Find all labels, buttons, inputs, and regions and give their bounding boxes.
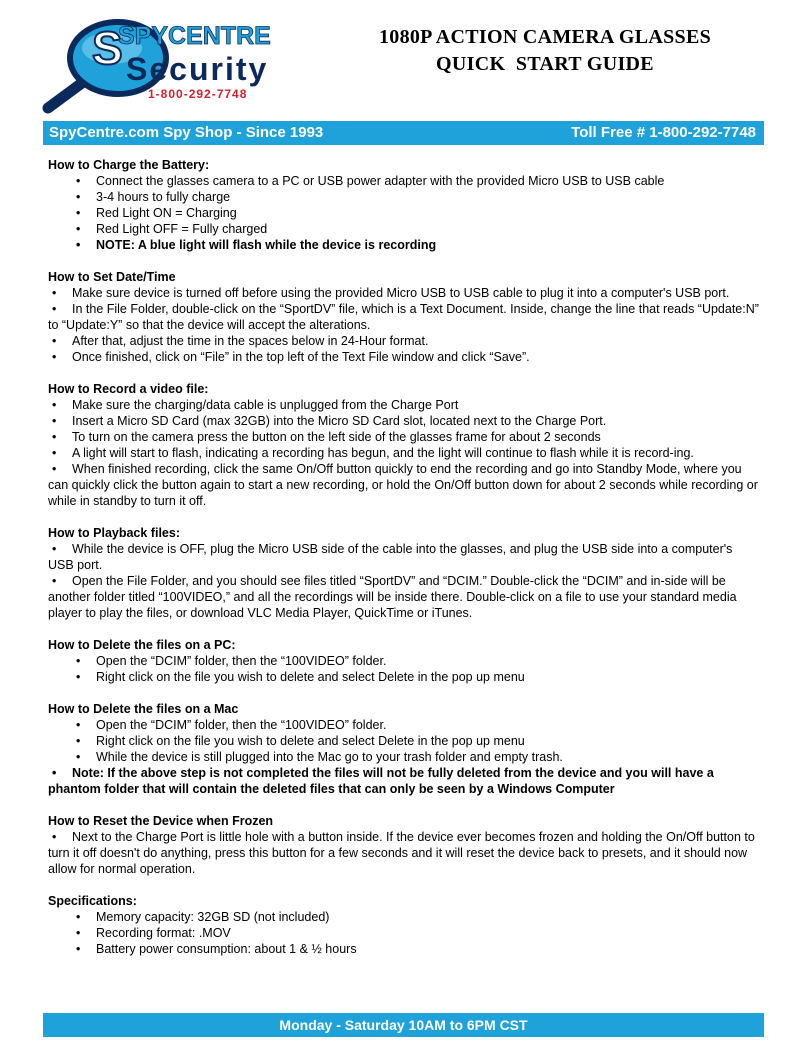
- section-reset: [48, 813, 760, 877]
- list-item: • When finished recording, click the same On/Off button quickly to end the recording and go into Standby Mode, where you can quickly click the button again to start a new recording, or hold the On/Off button down for about 2 seconds while recording or while in standby to turn it off.: [24, 461, 760, 509]
- list-item: • Next to the Charge Port is little hole with a button inside. If the device ever becomes frozen and holding the On/Off button to turn it off doesn't do anything, press this button for a few seconds and it will reset the device back to presets, and it should now allow for normal operation.: [24, 829, 760, 877]
- list-item: • Memory capacity: 32GB SD (not included): [48, 909, 760, 925]
- logo-brand-top: SPYCENTRE: [118, 22, 271, 50]
- list-item: • Make sure the charging/data cable is unplugged from the Charge Port: [24, 397, 760, 413]
- list-item: • Once finished, click on “File” in the top left of the Text File window and click “Save”.: [24, 349, 760, 365]
- list-item: • Open the “DCIM” folder, then the “100VIDEO” folder.: [48, 717, 760, 733]
- business-hours: Monday - Saturday 10AM to 6PM CST: [279, 1017, 528, 1033]
- section-playback: [48, 525, 760, 621]
- section-specs: [48, 893, 760, 957]
- list-item: • NOTE: A blue light will flash while the device is recording: [48, 237, 760, 253]
- list-item: • Open the “DCIM” folder, then the “100VIDEO” folder.: [48, 653, 760, 669]
- list-item: • While the device is OFF, plug the Micro USB side of the cable into the glasses, and plug the USB side into a computer's USB port.: [24, 541, 760, 573]
- section-delete-mac: [48, 701, 760, 797]
- header-banner: [43, 121, 764, 145]
- list-item: • Insert a Micro SD Card (max 32GB) into the Micro SD Card slot, located next to the Charge Port.: [24, 413, 760, 429]
- list-item: • Open the File Folder, and you should see files titled “SportDV” and “DCIM.” Double-click the “DCIM” and in-side will be another folder titled “100VIDEO,” and all the recordings will be inside there. Double-click on a file to use your standard media player to play the files, or download VLC Media Player, QuickTime or iTunes.: [24, 573, 760, 621]
- guide-content: [48, 157, 760, 973]
- section-delete-pc: [48, 637, 760, 685]
- section-record: [48, 381, 760, 509]
- section-charge: [48, 157, 760, 253]
- title-line-2: QUICK START GUIDE: [436, 53, 654, 75]
- list-item: • To turn on the camera press the button on the left side of the glasses frame for about 2 seconds: [24, 429, 760, 445]
- list-item: • A light will start to flash, indicating a recording has begun, and the light will continue to flash while it is record-ing.: [24, 445, 760, 461]
- footer-banner: [43, 1013, 764, 1037]
- section-heading: How to Playback files:: [48, 526, 180, 540]
- logo-phone: 1-800-292-7748: [148, 87, 248, 101]
- list-item: • In the File Folder, double-click on the “SportDV” file, which is a Text Document. Inside, change the line that reads “Update:N” to “Update:Y” so that the device will accept the alterations.: [24, 301, 760, 333]
- spycentre-security-logo[interactable]: [40, 14, 330, 114]
- list-item: • 3-4 hours to fully charge: [48, 189, 760, 205]
- list-item: • Red Light OFF = Fully charged: [48, 221, 760, 237]
- section-datetime: [48, 269, 760, 365]
- section-heading: How to Set Date/Time: [48, 270, 176, 284]
- document-title: [340, 24, 750, 78]
- title-line-1: 1080P ACTION CAMERA GLASSES: [378, 26, 712, 48]
- section-heading: Specifications:: [48, 894, 137, 908]
- shop-tagline: SpyCentre.com Spy Shop - Since 1993: [49, 124, 324, 141]
- section-heading: How to Record a video file:: [48, 382, 209, 396]
- list-item: • Right click on the file you wish to delete and select Delete in the pop up menu: [48, 733, 760, 749]
- list-item: • Right click on the file you wish to delete and select Delete in the pop up menu: [48, 669, 760, 685]
- logo-brand-bottom: Security: [126, 51, 269, 87]
- list-item: • Note: If the above step is not completed the files will not be fully deleted from the device and you will have a phantom folder that will contain the deleted files that can only be seen by a Windows Computer: [24, 765, 760, 797]
- list-item: • Battery power consumption: about 1 & ½ hours: [48, 941, 760, 957]
- magnifying-glass-icon: [40, 14, 330, 114]
- toll-free-number: Toll Free # 1-800-292-7748: [571, 124, 756, 141]
- list-item: • Red Light ON = Charging: [48, 205, 760, 221]
- list-item: • Make sure device is turned off before using the provided Micro USB to USB cable to plug it into a computer's USB port.: [24, 285, 760, 301]
- section-heading: How to Delete the files on a PC:: [48, 638, 236, 652]
- list-item: • Connect the glasses camera to a PC or USB power adapter with the provided Micro USB to USB cable: [48, 173, 760, 189]
- svg-text:S: S: [92, 22, 123, 74]
- section-heading: How to Reset the Device when Frozen: [48, 814, 274, 828]
- list-item: • After that, adjust the time in the spaces below in 24-Hour format.: [24, 333, 760, 349]
- list-item: • Recording format: .MOV: [48, 925, 760, 941]
- section-heading: How to Delete the files on a Mac: [48, 702, 239, 716]
- list-item: • While the device is still plugged into the Mac go to your trash folder and empty trash.: [48, 749, 760, 765]
- section-heading: How to Charge the Battery:: [48, 158, 210, 172]
